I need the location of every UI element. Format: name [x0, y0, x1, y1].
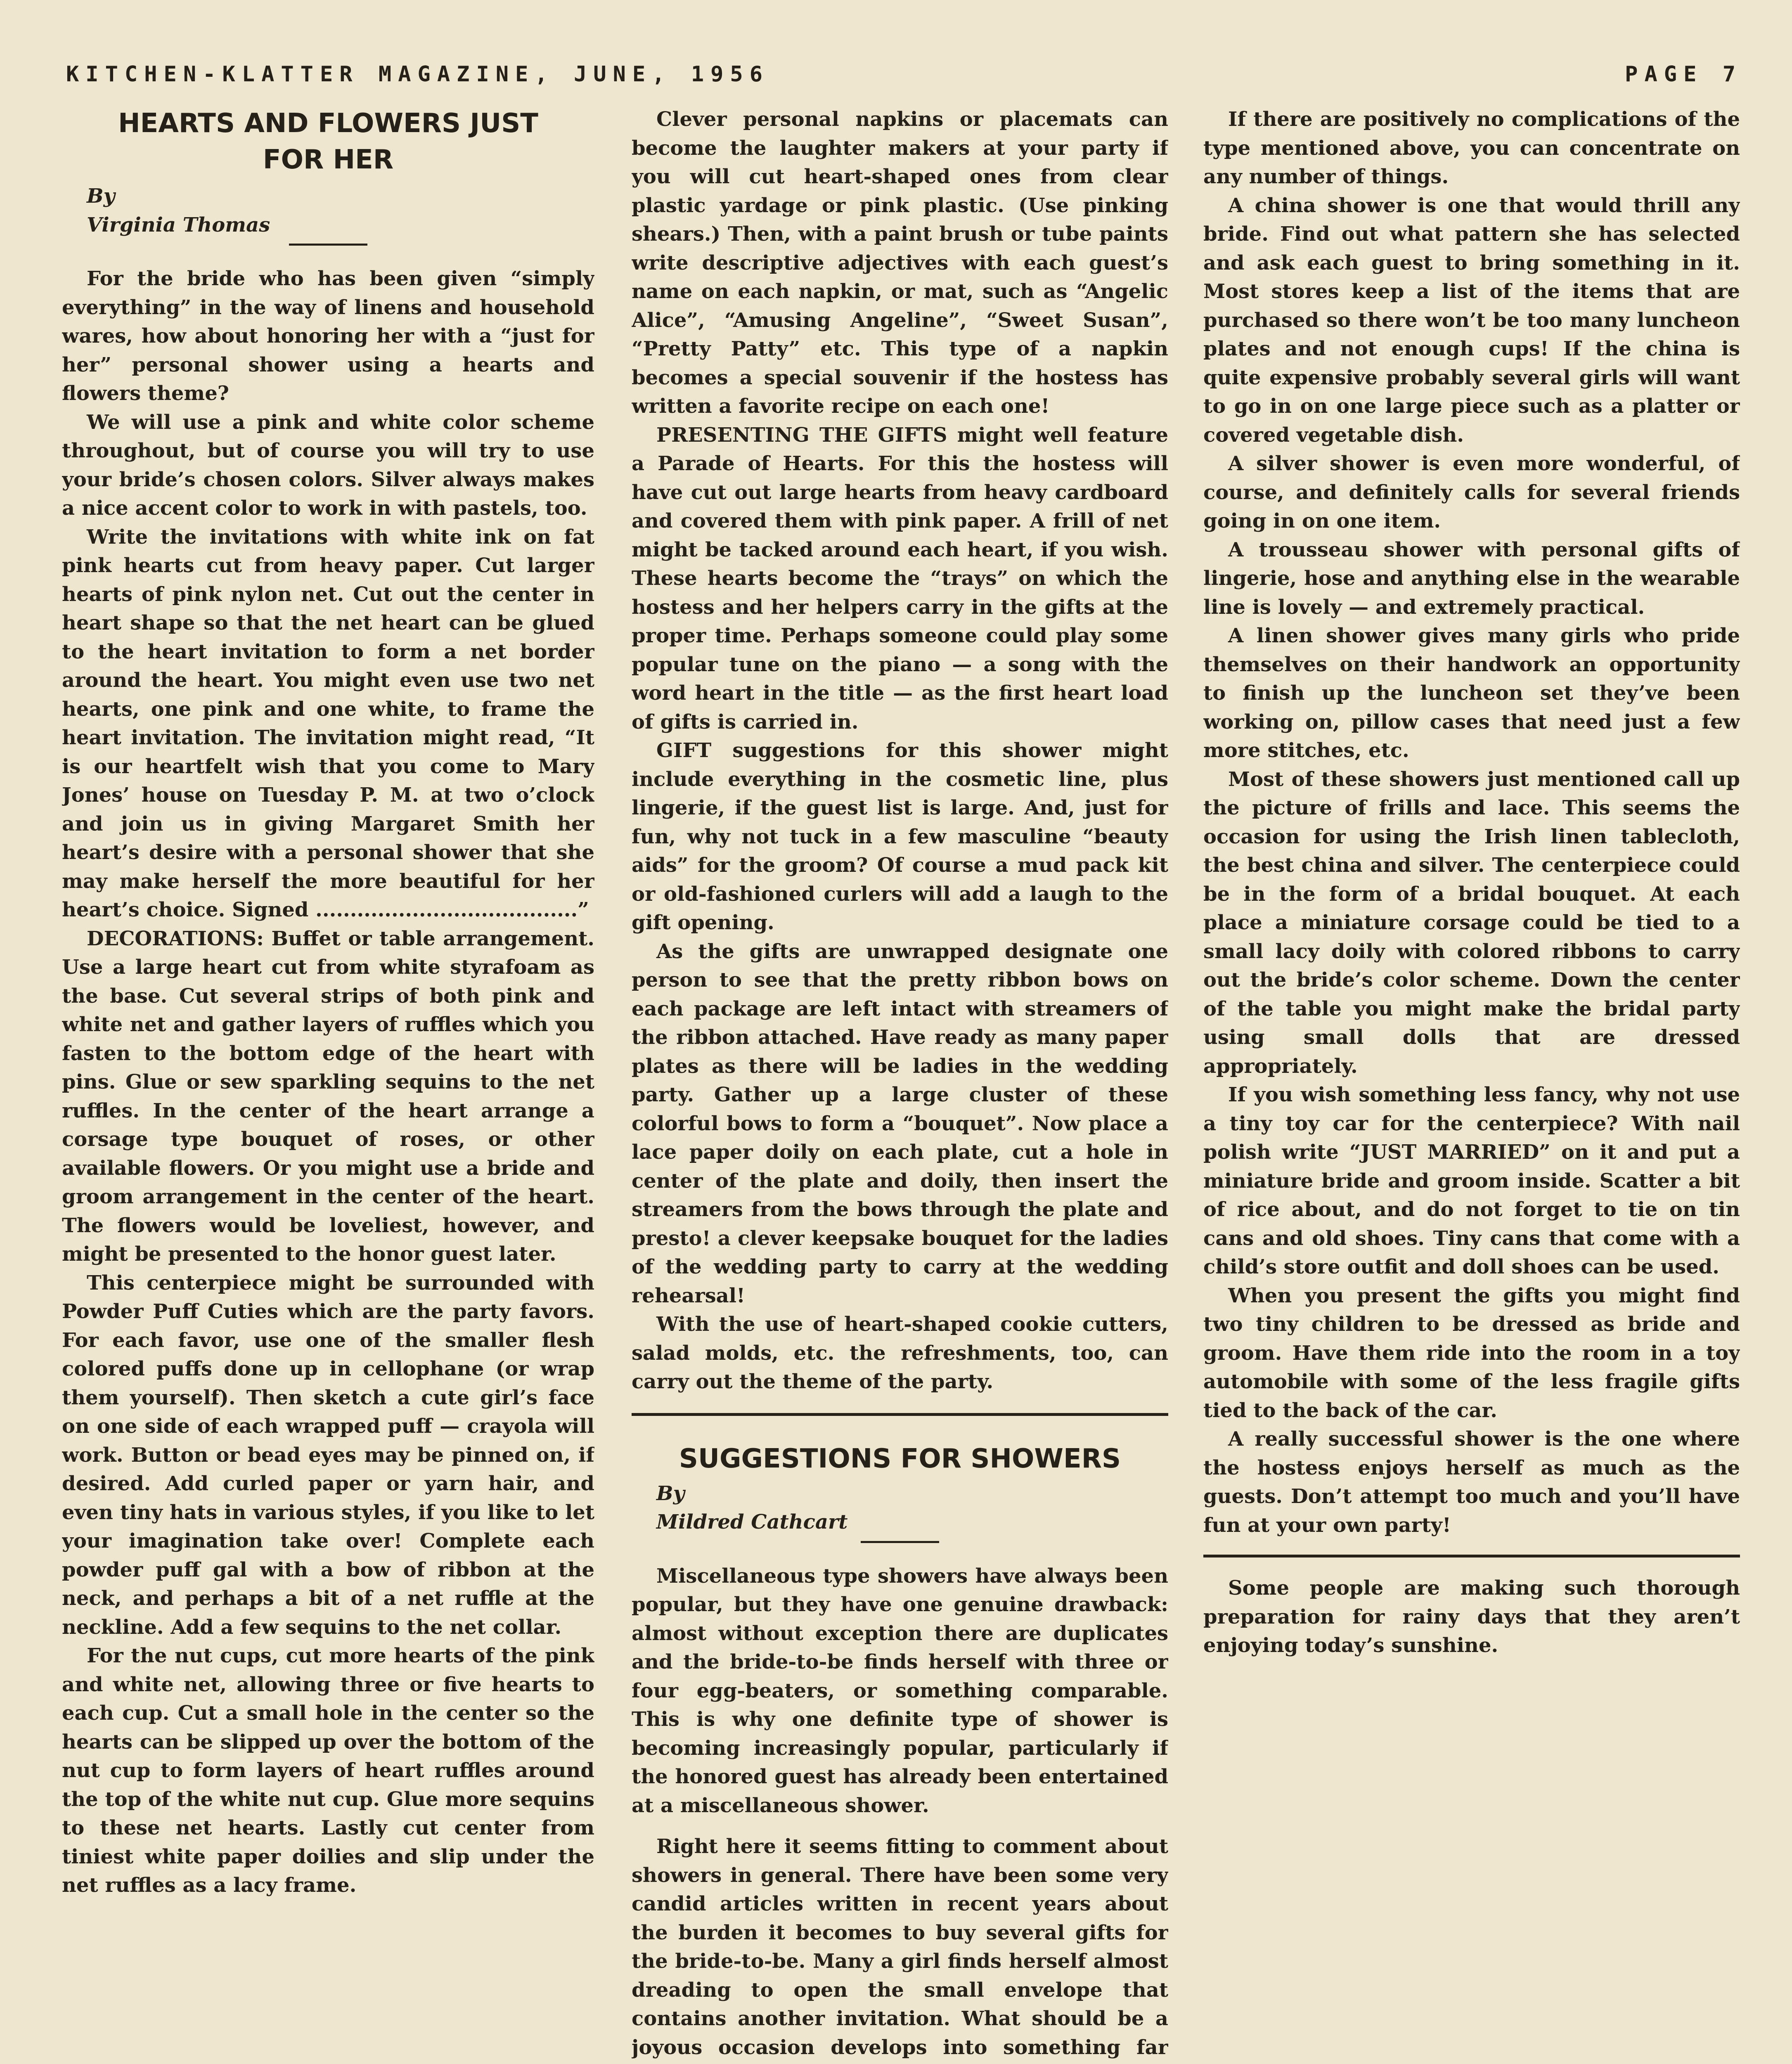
article1-paragraph: For the bride who has been given “simply everything” in the way of linens and household wares, how about honoring her with a “just for her” personal shower using a hearts and flowers theme?: [62, 267, 594, 405]
article1-paragraph: DECORATIONS: Buffet or table arrangement. Use a large heart cut from white styrafoam as the base. Cut several strips of both pink and white net and gather layers of ruffles which you fasten to the bottom edge of the heart with pins. Glue or sew sparkling sequins to the net ruffles. In the center of the heart arrange a corsage type bouquet of roses, or other available flowers. Or you might use a bride and groom arrangement in the center of the heart. The flowers would be loveliest, however, and might be presented to the honor guest later.: [62, 927, 594, 1266]
article2-paragraph: If there are positively no complications of the type mentioned above, you can concentrate on any number of things.: [1203, 108, 1740, 188]
article1-author: Virginia Thomas: [87, 213, 270, 237]
article1-paragraph: PRESENTING THE GIFTS might well feature a Parade of Hearts. For this the hostess will have cut out large hearts from heavy cardboard and covered them with pink paper. A frill of net might be tacked around each heart, if you wish. These hearts become the “trays” on which the hostess and her helpers carry in the gifts at the proper time. Perhaps someone could play some popular tune on the piano — a song with the word heart in the title — as the first heart load of gifts is carried in.: [632, 423, 1168, 734]
article2-paragraph: A trousseau shower with personal gifts of lingerie, hose and anything else in the wearable line is lovely — and extremely practical.: [1203, 538, 1740, 619]
page-header: [50, 62, 1742, 103]
article2-byline: By: [656, 1482, 685, 1505]
article1-paragraph: Write the invitations with white ink on fat pink hearts cut from heavy paper. Cut larger hearts of pink nylon net. Cut out the center in heart shape so that the net heart can be glued to the heart invitation to form a net border around the heart. You might even use two net hearts, one pink and one white, to frame the heart invitation. The invitation might read, “It is our heartfelt wish that you come to Mary Jones’ house on Tuesday P. M. at two o’clock and join us in giving Margaret Smith her heart’s desire with a personal shower that she may make herself the more beautiful for her heart’s choice. Signed ......................................”: [62, 525, 594, 921]
article2-paragraph: When you present the gifts you might find two tiny children to be dressed as bride and groom. Have them ride into the room in a toy automobile with some of the less fragile gifts tied to the back of the car.: [1203, 1284, 1740, 1422]
article2-paragraph: Right here it seems fitting to comment about showers in general. There have been some very candid articles written in recent years about the burden it becomes to buy several gifts for the bride-to-be. Many a girl finds herself almost dreading to open the small envelope that contains another invitation. What should be a joyous occasion develops into something far: [632, 1835, 1168, 2059]
article1-paragraph: Clever personal napkins or placemats can become the laughter makers at your party if you will cut heart-shaped ones from clear plastic yardage or pink plastic. (Use pinking shears.) Then, with a paint brush or tube paints write descriptive adjectives with each guest’s name on each napkin, or mat, such as “Angelic Alice”, “Amusing Angeline”, “Sweet Susan”, “Pretty Patty” etc. This type of a napkin becomes a special souvenir if the hostess has written a favorite recipe on each one!: [632, 108, 1168, 418]
article2-paragraph: If you wish something less fancy, why not use a tiny toy car for the centerpiece? With nail polish write “JUST MARRIED” on it and put a miniature bride and groom inside. Scatter a bit of rice about, and do not forget to tie on tin cans and old shoes. Tiny cans that come with a child’s store outfit and doll shoes can be used.: [1203, 1083, 1740, 1278]
column-2: [632, 105, 1168, 2064]
article1-paragraph: This centerpiece might be surrounded with Powder Puff Cuties which are the party favors. For each favor, use one of the smaller flesh colored puffs done up in cellophane (or wrap them yourself). Then sketch a cute girl’s face on one side of each wrapped puff — crayola will work. Button or bead eyes may be pinned on, if desired. Add curled paper or yarn hair, and even tiny hats in various styles, if you like to let your imagination take over! Complete each powder puff gal with a bow of ribbon at the neck, and perhaps a bit of a net ruffle at the neckline. Add a few sequins to the net collar.: [62, 1271, 594, 1639]
article1-paragraph: GIFT suggestions for this shower might include everything in the cosmetic line, plus lingerie, if the guest list is large. And, just for fun, why not tuck in a few masculine “beauty aids” for the groom? Of course a mud pack kit or old-fashioned curlers will add a laugh to the gift opening.: [632, 739, 1168, 934]
masthead-issue: KITCHEN-KLATTER MAGAZINE, JUNE, 1956: [66, 62, 769, 87]
article2-paragraph: Most of these showers just mentioned call up the picture of frills and lace. This seems the occasion for using the Irish linen tablecloth, the best china and silver. The centerpiece could be in the form of a bridal bouquet. At each place a miniature corsage could be tied to a small lacy doily with colored ribbons to carry out the bride’s color scheme. Down the center of the table you might make the bridal party using small dolls that are dressed appropriately.: [1203, 767, 1740, 1078]
article2-author: Mildred Cathcart: [656, 1510, 848, 1534]
article2-title: SUGGESTIONS FOR SHOWERS: [679, 1443, 1121, 1474]
filler-quote: Some people are making such thorough preparation for rainy days that they aren’t enjoying today’s sunshine.: [1203, 1576, 1740, 1657]
article1-paragraph: For the nut cups, cut more hearts of the pink and white net, allowing three or five hearts to each cup. Cut a small hole in the center so the hearts can be slipped up over the bottom of the nut cup to form layers of heart ruffles around the top of the white nut cup. Glue more sequins to these net hearts. Lastly cut center from tiniest white paper doilies and slip under the net ruffles as a lacy frame.: [62, 1644, 594, 1897]
article2-paragraph: Miscellaneous type showers have always been popular, but they have one genuine drawback: almost without exception there are duplicates and the bride-to-be finds herself with three or four egg-beaters, or something comparable. This is why one definite type of shower is becoming increasingly popular, particularly if the honored guest has already been entertained at a miscellaneous shower.: [632, 1564, 1168, 1817]
article2-paragraph: A linen shower gives many girls who pride themselves on their handwork an opportunity to finish up the luncheon set they’ve been working on, pillow cases that need just a few more stitches, etc.: [1203, 624, 1740, 762]
article1-byline: By: [87, 185, 115, 208]
page-number: PAGE 7: [1625, 62, 1742, 87]
section-divider: [632, 1413, 1168, 1416]
column-1: [62, 105, 594, 2064]
article1-title: HEARTS AND FLOWERS JUST FOR HER: [118, 108, 538, 175]
column-3: [1203, 105, 1740, 2064]
article1-paragraph: With the use of heart-shaped cookie cutters, salad molds, etc. the refreshments, too, can carry out the theme of the party.: [632, 1313, 1168, 1393]
article2-paragraph: A silver shower is even more wonderful, of course, and definitely calls for several friends going in on one item.: [1203, 452, 1740, 533]
section-divider: [1203, 1555, 1740, 1557]
title-divider: [861, 1541, 939, 1543]
article1-paragraph: As the gifts are unwrapped designate one person to see that the pretty ribbon bows on each package are left intact with streamers of the ribbon attached. Have ready as many paper plates as there will be ladies in the wedding party. Gather up a large cluster of these colorful bows to form a “bouquet”. Now place a lace paper doily on each plate, cut a hole in center of the plate and doily, then insert the streamers from the bows through the plate and presto! a clever keepsake bouquet for the ladies of the wedding party to carry at the wedding rehearsal!: [632, 940, 1168, 1307]
title-divider: [289, 244, 367, 246]
article1-paragraph: We will use a pink and white color scheme throughout, but of course you will try to use your bride’s chosen colors. Silver always makes a nice accent color to work in with pastels, too.: [62, 410, 594, 520]
article2-paragraph: A china shower is one that would thrill any bride. Find out what pattern she has selected and ask each guest to bring something in it. Most stores keep a list of the items that are purchased so there won’t be too many luncheon plates and not enough cups! If the china is quite expensive probably several girls will want to go in on one large piece such as a platter or covered vegetable dish.: [1203, 194, 1740, 447]
article2-paragraph: A really successful shower is the one where the hostess enjoys herself as much as the guests. Don’t attempt too much and you’ll have fun at your own party!: [1203, 1427, 1740, 1537]
